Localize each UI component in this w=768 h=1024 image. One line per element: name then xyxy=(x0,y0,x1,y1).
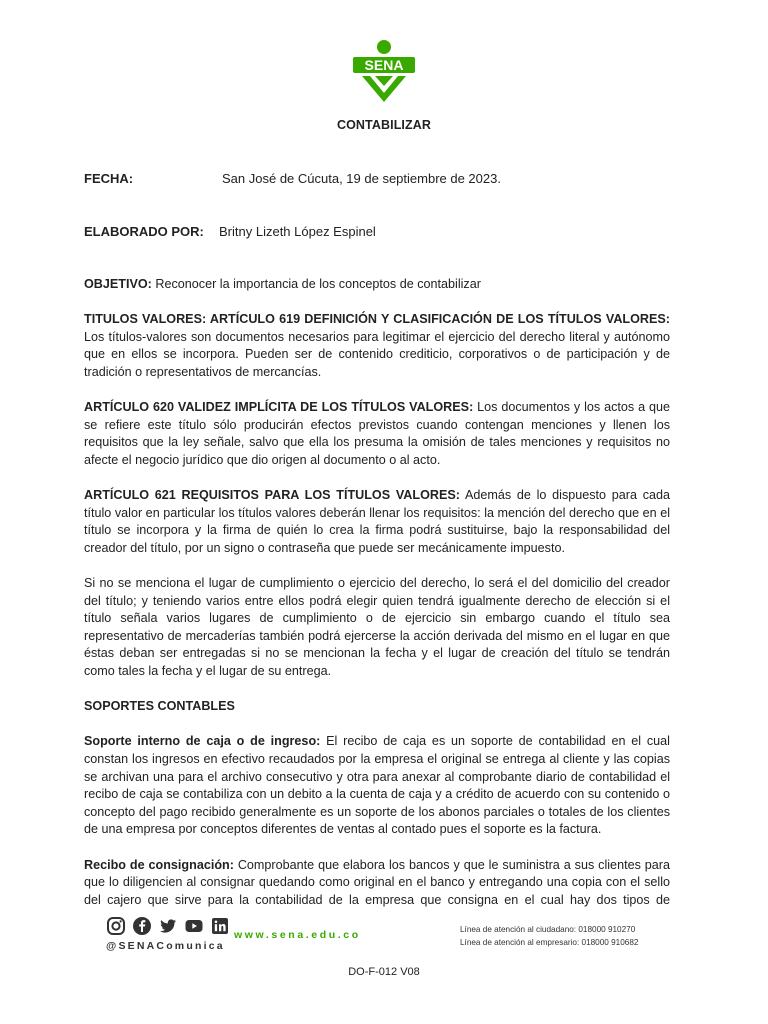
paragraph-lead: ARTÍCULO 620 VALIDEZ IMPLÍCITA DE LOS TÍTULOS VALORES: xyxy=(84,400,474,415)
paragraph-text: Si no se menciona el lugar de cumplimiento o ejercicio del derecho, lo será el del domicilio del creador del título; y teniendo varios entre ellos podrá elegir quien tendrá igualmente derecho de elección si el título señala varios lugares de cumplimiento o de ejercicio sin embargo cuando el título sea representativo de mercaderías también podrá ejercerse la acción derivada del mismo en el lugar en que éstas deban ser entregadas si no se mencionan la fecha y el lugar de creación del título se tendrán como tales la fecha y el lugar de su entrega. xyxy=(84,576,670,679)
paragraph xyxy=(84,487,670,557)
fecha-label: FECHA: xyxy=(84,171,134,186)
paragraph-lead: OBJETIVO: xyxy=(84,277,152,291)
sena-logo xyxy=(350,38,418,104)
facebook-icon[interactable] xyxy=(132,916,152,936)
linkedin-icon[interactable] xyxy=(210,916,230,936)
elaborado-label: ELABORADO POR: xyxy=(84,224,204,239)
page-footer xyxy=(0,910,768,970)
instagram-icon[interactable] xyxy=(106,916,126,936)
paragraph-lead: TITULOS VALORES: ARTÍCULO 619 DEFINICIÓN Y CLASIFICACIÓN DE LOS TÍTULOS VALORES: xyxy=(84,312,670,327)
document-title: CONTABILIZAR xyxy=(336,118,431,132)
fecha-value: San José de Cúcuta, 19 de septiembre de 2023. xyxy=(222,171,501,186)
social-handle: @SENAComunica xyxy=(106,940,225,952)
website-link[interactable]: www.sena.edu.co xyxy=(234,929,361,941)
document-code: DO-F-012 V08 xyxy=(348,966,420,978)
social-icons xyxy=(106,916,230,936)
twitter-icon[interactable] xyxy=(158,916,178,936)
paragraph-lead: SOPORTES CONTABLES xyxy=(84,699,235,714)
paragraph-text: Reconocer la importancia de los conceptos de contabilizar xyxy=(151,277,481,291)
paragraph-lead: Soporte interno de caja o de ingreso: xyxy=(84,734,321,749)
paragraph-lead: ARTÍCULO 621 REQUISITOS PARA LOS TÍTULOS VALORES: xyxy=(84,488,460,503)
business-line: Línea de atención al empresario: 018000 910682 xyxy=(460,938,639,947)
paragraph-text: Comprobante que elabora los bancos y que le suministra a sus clientes para que lo diligencien al consignar quedando como original en el banco y entregando una copia con el sello del cajero que sirve para la contabilidad de la empresa que consigna en el cual hay dos tipos de xyxy=(84,857,671,907)
paragraph xyxy=(84,733,670,839)
document-body xyxy=(84,276,670,962)
paragraph-text: Además de lo dispuesto para cada título valor en particular los títulos valores deberán llenar los requisitos: la mención del derecho que en el título se incorpora y la firma de quién lo crea la firma podrá sustituirse, bajo la responsabilidad del creador del título, por un signo o contraseña que puede ser mecánicamente impuesto. xyxy=(84,488,671,555)
paragraph xyxy=(84,399,670,469)
youtube-icon[interactable] xyxy=(184,916,204,936)
paragraph xyxy=(84,276,670,294)
paragraph-text: Los documentos y los actos a que se refiere este título sólo producirán efectos previstos cuando contengan menciones y llenen los requisitos que la ley señale, salvo que ella los presuma la omisión de tales menciones y requisitos no afecte el negocio jurídico que dio origen al documento o al acto. xyxy=(84,400,670,467)
section-heading xyxy=(84,698,670,716)
paragraph xyxy=(84,311,670,381)
paragraph-lead: Recibo de consignación: xyxy=(84,857,234,872)
elaborado-value: Britny Lizeth López Espinel xyxy=(219,224,376,239)
citizen-line: Línea de atención al ciudadano: 018000 910270 xyxy=(460,925,636,934)
contact-lines xyxy=(460,923,638,949)
svg-text:SENA: SENA xyxy=(364,57,404,73)
sena-logo-icon xyxy=(350,38,418,104)
paragraph-text: Los títulos-valores son documentos necesarios para legitimar el ejercicio del derecho literal y autónomo que en ellos se incorpora. Pueden ser de contenido crediticio, corporativos o de participación y de tradición o representativos de mercancías. xyxy=(84,329,670,379)
paragraph xyxy=(84,575,670,681)
paragraph-text: El recibo de caja es un soporte de contabilidad en el cual constan los ingresos en efectivo recaudados por la empresa el original se entrega al cliente y las copias se archivan una para el archivo consecutivo y otra para anexar al comprobante diario de contabilidad el recibo de caja se contabiliza con un debito a la cuenta de caja y a crédito de acuerdo con su contenido o concepto del pago recibido generalmente es un soporte de los abonos parciales o totales de los clientes de una empresa por conceptos diferentes de ventas al contado pues el soporte es la factura. xyxy=(84,734,670,837)
